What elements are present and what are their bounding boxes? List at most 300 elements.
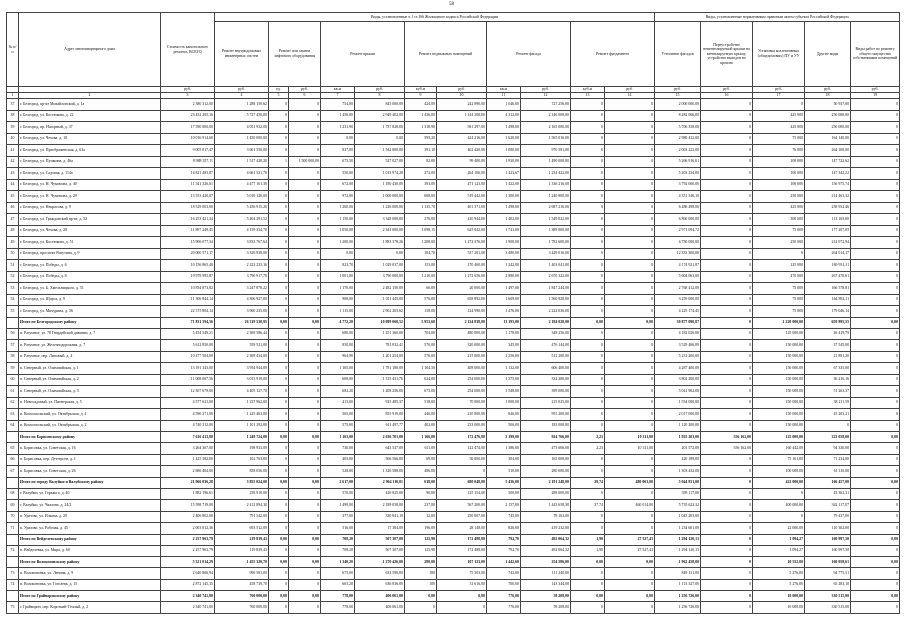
value-cell: 0	[851, 237, 900, 249]
value-cell: 2 380 312,00	[161, 99, 215, 111]
value-cell: 760 000,00	[215, 591, 269, 602]
value-cell: 0	[851, 248, 900, 260]
value-cell: 330 841,19	[355, 511, 405, 523]
value-cell: 0,00	[321, 133, 355, 145]
table-row	[7, 602, 900, 614]
value-cell: 576,00	[405, 351, 437, 363]
value-cell: 4 225 174,45	[655, 306, 701, 318]
value-cell: 0	[269, 340, 289, 352]
row-number-cell: 49	[7, 237, 19, 249]
value-cell: 4 051 932,00	[215, 122, 269, 134]
value-cell: 0	[605, 466, 655, 478]
value-cell: 608,00	[405, 191, 437, 203]
value-cell: 16 253 421,34	[161, 214, 215, 226]
value-cell: 0	[605, 511, 655, 523]
value-cell: 1 476,00	[487, 306, 521, 318]
value-cell: 0	[269, 500, 289, 512]
value-cell: 0	[851, 568, 900, 580]
value-cell: 0	[571, 466, 605, 478]
row-number-cell: 55	[7, 306, 19, 318]
header-roof: Ремонт крыши	[321, 22, 405, 87]
value-cell: 1 549 022,00	[521, 214, 571, 226]
value-cell: 0	[269, 351, 289, 363]
value-cell: 0	[269, 225, 289, 237]
value-cell: 0	[571, 237, 605, 249]
value-cell: 408 000,00	[437, 363, 487, 375]
value-cell: 0	[571, 110, 605, 122]
value-cell: 0	[269, 466, 289, 478]
value-cell: 242 890,00	[437, 99, 487, 111]
value-cell: 924 766,00	[521, 432, 571, 443]
value-cell: 2 872 145,35	[161, 579, 215, 591]
value-cell: 675,50	[321, 156, 355, 168]
value-cell: 164 892,11	[805, 294, 851, 306]
value-cell: 160 997,50	[805, 545, 851, 557]
value-cell: 21 891,20	[805, 351, 851, 363]
value-cell: 264 106,00	[437, 168, 487, 180]
value-cell: 0	[269, 179, 289, 191]
row-number-cell	[7, 477, 19, 488]
value-cell: 0,00	[269, 534, 289, 545]
value-cell: 10 854 873,82	[161, 283, 215, 295]
address-cell: п. Борисовка, ул. Советская, д. 26	[19, 466, 161, 478]
value-cell: 3 429 016,00	[521, 248, 571, 260]
value-cell: 0	[701, 225, 753, 237]
value-cell: 0,00	[437, 591, 487, 602]
value-cell: 5 404 291,52	[215, 214, 269, 226]
value-cell: 10 000,00	[753, 591, 805, 602]
value-cell: 0	[851, 454, 900, 466]
value-cell: 172 476,00	[437, 432, 487, 443]
value-cell: 778,00	[321, 591, 355, 602]
value-cell: 0	[437, 602, 487, 614]
value-cell: 0	[701, 328, 753, 340]
value-cell: 559 521,00	[215, 340, 269, 352]
address-cell: г. Белгород, ул. Садовая, д. 114а	[19, 168, 161, 180]
value-cell: 342 117,07	[805, 500, 851, 512]
value-cell: 10 311,00	[605, 432, 655, 443]
value-cell: 1 094,27	[753, 545, 805, 557]
value-cell: 4 661 521,70	[215, 168, 269, 180]
value-cell: 2 003 222,00	[655, 145, 701, 157]
value-cell: 0	[701, 351, 753, 363]
table-row	[7, 214, 900, 226]
value-cell: 0	[289, 328, 321, 340]
table-row-subtotal	[7, 432, 900, 443]
value-cell: 0	[289, 466, 321, 478]
value-cell: 0	[605, 214, 655, 226]
value-cell: 0	[571, 122, 605, 134]
value-cell: 1 098,15	[405, 225, 437, 237]
value-cell: 0	[269, 168, 289, 180]
value-cell: 0	[289, 523, 321, 535]
value-cell: 730,00	[321, 443, 355, 455]
value-cell: 10 000,00	[753, 602, 805, 614]
value-cell: 1 256 726,00	[655, 602, 701, 614]
value-cell: 510,00	[487, 466, 521, 478]
value-cell: 1 165,00	[321, 363, 355, 375]
header-engineering: Ремонт внутридомовых инженерных систем	[215, 22, 269, 87]
value-cell: 5 735 622,32	[655, 500, 701, 512]
value-cell: 20 000 571,17	[161, 248, 215, 260]
table-row-subtotal	[7, 317, 900, 328]
table-row	[7, 122, 900, 134]
value-cell: 0	[289, 386, 321, 398]
value-cell: 28 148,00	[437, 523, 487, 535]
value-cell: 165 000,00	[521, 454, 571, 466]
value-cell: 855 919,00	[355, 409, 405, 421]
value-cell: 0	[289, 294, 321, 306]
address-cell: п. Вейделевка, ул. Мира, д. 60	[19, 545, 161, 557]
table-row	[7, 363, 900, 375]
value-cell: 0	[851, 443, 900, 455]
value-cell: 71 234,00	[805, 454, 851, 466]
unit-cell: руб.	[753, 87, 805, 93]
value-cell: 492 064,32	[521, 545, 571, 557]
address-cell: п. Уразово, ул. Рабочая, д. 45	[19, 523, 161, 535]
value-cell: 5 266 916,61	[655, 156, 701, 168]
value-cell: 0	[605, 351, 655, 363]
value-cell: 300 000	[753, 214, 805, 226]
value-cell: 0	[289, 248, 321, 260]
index-cell: 1	[7, 93, 19, 99]
value-cell: 10 016 914,60	[161, 133, 215, 145]
value-cell: 0	[701, 317, 753, 328]
value-cell: 100 000	[753, 156, 805, 168]
value-cell: 1 781 180,00	[355, 363, 405, 375]
value-cell: 745,00	[487, 511, 521, 523]
value-cell: 0	[605, 328, 655, 340]
address-cell: п. Разумное, ул. 78 Гвардейской дивизии, д. 7	[19, 328, 161, 340]
table-row	[7, 351, 900, 363]
value-cell: 424,00	[405, 99, 437, 111]
value-cell: 11 897 249,45	[161, 225, 215, 237]
value-cell: 996 581,00	[215, 568, 269, 580]
value-cell: 1 882 196,61	[161, 488, 215, 500]
value-cell: 0,00	[269, 591, 289, 602]
value-cell: 1 498,00	[487, 122, 521, 134]
address-cell: п. Борисовка, ул. Советская, д. 16	[19, 443, 161, 455]
row-number-cell: 37	[7, 99, 19, 111]
value-cell: 160 442,00	[753, 443, 805, 455]
table-row-subtotal	[7, 477, 900, 488]
value-cell: 1 180 430,00	[355, 179, 405, 191]
value-cell: 50 000,00	[437, 454, 487, 466]
value-cell: 1	[269, 156, 289, 168]
value-cell: 528,00	[321, 466, 355, 478]
value-cell: 9 005 017,47	[161, 145, 215, 157]
value-cell: 3 015 919,00	[215, 374, 269, 386]
table-row	[7, 466, 900, 478]
value-cell: 972,00	[321, 191, 355, 203]
value-cell: 0	[701, 386, 753, 398]
value-cell: 0	[269, 545, 289, 557]
value-cell: 900,00	[321, 294, 355, 306]
value-cell: 1 270 426,00	[355, 557, 405, 568]
value-cell: 125,90	[405, 534, 437, 545]
value-cell: 26 419,79	[805, 328, 851, 340]
row-number-cell: 65	[7, 443, 19, 455]
address-cell: г. Белгород, ул. Щорса, д. 9	[19, 294, 161, 306]
value-cell: 4 590 271,00	[161, 409, 215, 421]
value-cell: 399 000,00	[521, 386, 571, 398]
value-cell: 1 210,00	[405, 271, 437, 283]
value-cell: 0	[701, 260, 753, 272]
unit-cell: руб.	[437, 87, 487, 93]
value-cell: 10 311,00	[605, 443, 655, 455]
value-cell: 420 189,00	[655, 454, 701, 466]
value-cell: 675,00	[405, 386, 437, 398]
value-cell: 26 319 530,95	[215, 317, 269, 328]
value-cell: 2 617,00	[321, 477, 355, 488]
value-cell: 570,00	[405, 340, 437, 352]
value-cell: 0	[701, 409, 753, 421]
value-cell: 0	[851, 225, 900, 237]
value-cell: 0	[701, 534, 753, 545]
value-cell: 0	[605, 283, 655, 295]
row-number-cell: 61	[7, 386, 19, 398]
value-cell: 150 000,00	[753, 374, 805, 386]
value-cell: 125 000,00	[753, 432, 805, 443]
value-cell: 15 598 719,00	[161, 500, 215, 512]
value-cell: 0	[269, 602, 289, 614]
value-cell: 1 170,00	[321, 283, 355, 295]
value-cell: 172 488,00	[437, 545, 487, 557]
value-cell: 1 234 422,00	[521, 168, 571, 180]
value-cell: 5 454 549,21	[161, 328, 215, 340]
value-cell: 1 847 244,00	[521, 283, 571, 295]
value-cell: 122 474,00	[437, 443, 487, 455]
value-cell: 2 124 838,00	[437, 317, 487, 328]
value-cell: 125,90	[405, 545, 437, 557]
value-cell: 581 297,00	[437, 122, 487, 134]
value-cell: 0	[851, 156, 900, 168]
row-number-cell: 74	[7, 579, 19, 591]
value-cell: 0	[289, 568, 321, 580]
value-cell: 575,00	[321, 420, 355, 432]
row-number-cell: 43	[7, 168, 19, 180]
value-cell: 405,00	[321, 454, 355, 466]
index-cell: 15	[655, 93, 701, 99]
value-cell: 10 099 060,52	[355, 317, 405, 328]
value-cell: 0	[289, 214, 321, 226]
value-cell: 0	[571, 602, 605, 614]
value-cell: 4 174 921,87	[655, 260, 701, 272]
value-cell: 2 980 412,00	[655, 133, 701, 145]
value-cell: 1 554 000,00	[655, 397, 701, 409]
value-cell: 0	[289, 145, 321, 157]
value-cell: 492 064,32	[521, 534, 571, 545]
header-group2: Виды, установленные нормативным правовым актом субъекта Российской Федерации	[655, 13, 900, 22]
value-cell: 0	[289, 225, 321, 237]
value-cell: 0	[269, 237, 289, 249]
value-cell: 0	[571, 409, 605, 421]
value-cell: 0,00	[851, 534, 900, 545]
header-address: Адрес многоквартирного дома	[19, 13, 161, 87]
value-cell: 0	[571, 225, 605, 237]
table-row	[7, 568, 900, 580]
value-cell: 1 294 120,13	[655, 545, 701, 557]
value-cell: 846,00	[487, 409, 521, 421]
value-cell: 37 545,00	[805, 340, 851, 352]
value-cell: 0	[571, 145, 605, 157]
table-row	[7, 579, 900, 591]
address-cell: п. Северный, ул. Олимпийская, д. 2	[19, 374, 161, 386]
value-cell: 0	[605, 488, 655, 500]
value-cell: 0	[701, 557, 753, 568]
value-cell: 1 120 200,00	[655, 420, 701, 432]
value-cell: 0	[701, 214, 753, 226]
value-cell: 0	[289, 179, 321, 191]
value-cell: 0	[701, 110, 753, 122]
table-row	[7, 420, 900, 432]
value-cell: 0,00	[571, 557, 605, 568]
value-cell: 460 014,00	[605, 500, 655, 512]
value-cell: 0	[269, 248, 289, 260]
value-cell: 0	[269, 191, 289, 203]
value-cell: 537 261,00	[437, 248, 487, 260]
value-cell: 12,00	[405, 511, 437, 523]
value-cell: 158,00	[405, 306, 437, 318]
value-cell: 0	[269, 306, 289, 318]
value-cell: 177 207,05	[805, 225, 851, 237]
value-cell: 556 162,00	[701, 443, 753, 455]
value-cell: 781 832,41	[355, 340, 405, 352]
value-cell: 395 117,00	[655, 488, 701, 500]
value-cell: 792,70	[487, 545, 521, 557]
table-row	[7, 271, 900, 283]
value-cell: 69,00	[405, 454, 437, 466]
value-cell: 970 581,00	[521, 145, 571, 157]
value-cell: 3 855 024,00	[215, 477, 269, 488]
value-cell: 323 058,00	[805, 432, 851, 443]
value-cell: 1 741,00	[487, 225, 521, 237]
value-cell: 0	[851, 374, 900, 386]
value-cell: 0	[605, 145, 655, 157]
value-cell: 0	[289, 340, 321, 352]
value-cell: 100 000	[753, 168, 805, 180]
value-cell: 0	[701, 133, 753, 145]
value-cell: 1 225 463,00	[215, 409, 269, 421]
value-cell: 0	[269, 397, 289, 409]
value-cell: 1 101 292,00	[215, 420, 269, 432]
value-cell: 0	[701, 477, 753, 488]
value-cell: 1 455 320,70	[215, 557, 269, 568]
header-pereustr: Переустройство невентилируемой крыши на вентилируемую крышу, устройство выходов на кровлю	[701, 22, 753, 87]
value-cell: 258 910,00	[215, 488, 269, 500]
value-cell: 75 000	[753, 225, 805, 237]
value-cell: 1 000,00	[487, 397, 521, 409]
value-cell: 402 420,00	[437, 145, 487, 157]
value-cell: 150 000,00	[753, 420, 805, 432]
value-cell: 0	[289, 351, 321, 363]
value-cell: 0	[851, 545, 900, 557]
table-row	[7, 283, 900, 295]
value-cell: 606 400,00	[521, 363, 571, 375]
table-row	[7, 248, 900, 260]
value-cell: 75 503,00	[437, 568, 487, 580]
value-cell: 426 825,00	[355, 488, 405, 500]
value-cell: 38 211,59	[805, 397, 851, 409]
value-cell: 107 123,00	[437, 557, 487, 568]
value-cell: 1,90	[571, 534, 605, 545]
value-cell: 4 405 127,70	[215, 386, 269, 398]
value-cell: 65 283,10	[805, 579, 851, 591]
index-cell: 5	[269, 93, 289, 99]
value-cell: 410 944,00	[437, 214, 487, 226]
value-cell: 17 384,00	[355, 523, 405, 535]
value-cell: 0	[289, 99, 321, 111]
unit-cell: ед.	[269, 87, 289, 93]
value-cell: 1 240 800,00	[521, 191, 571, 203]
value-cell: 119 839,43	[215, 545, 269, 557]
value-cell: 15 906 077,34	[161, 237, 215, 249]
value-cell: 2 686 404,00	[161, 466, 215, 478]
value-cell: 0,00	[605, 317, 655, 328]
value-cell: 22 000,00	[753, 523, 805, 535]
value-cell: 0	[701, 191, 753, 203]
value-cell: 214 463,32	[805, 191, 851, 203]
value-cell: 0	[571, 363, 605, 375]
value-cell: 100 000	[753, 179, 805, 191]
value-cell: 2 003 812,36	[161, 523, 215, 535]
value-cell: 611,00	[405, 443, 437, 455]
value-cell: 0	[571, 156, 605, 168]
row-number-cell: 52	[7, 271, 19, 283]
index-cell: 8	[355, 93, 405, 99]
value-cell: 2 880,00	[487, 271, 521, 283]
address-cell: г. Белгород, ул. Гражданский пр-кт, д. 52	[19, 214, 161, 226]
value-cell: 659 895,55	[805, 317, 851, 328]
value-cell: 0	[289, 602, 321, 614]
value-cell: 147 342,22	[805, 168, 851, 180]
value-cell: 0	[269, 110, 289, 122]
value-cell: 5 276,00	[753, 579, 805, 591]
address-cell: г. Грайворон, пер. Короткий-Тёплый, д. 2	[19, 602, 161, 614]
value-cell: 0	[269, 374, 289, 386]
value-cell: 1 442,60	[487, 557, 521, 568]
value-cell: 0	[269, 454, 289, 466]
value-cell: 680 048,00	[437, 477, 487, 488]
value-cell: 111 240,00	[521, 568, 571, 580]
value-cell: 2 340 741,00	[161, 602, 215, 614]
value-cell: 250 007,00	[437, 511, 487, 523]
value-cell: 1 609,00	[487, 294, 521, 306]
value-cell: 1 050,00	[321, 225, 355, 237]
value-cell: 1 115,00	[321, 306, 355, 318]
value-cell: 0,00	[269, 477, 289, 488]
value-cell: 79 437,00	[805, 511, 851, 523]
value-cell: 180	[405, 568, 437, 580]
value-cell: 576,00	[405, 294, 437, 306]
value-cell: 2 184 028,00	[521, 317, 571, 328]
row-number-cell: 72	[7, 545, 19, 557]
value-cell: 348 256,00	[521, 328, 571, 340]
value-cell: 0	[605, 294, 655, 306]
value-cell: 13 191 343,00	[161, 363, 215, 375]
row-number-cell: 69	[7, 500, 19, 512]
value-cell: 0	[269, 122, 289, 134]
value-cell: 5 456 915,20	[215, 202, 269, 214]
row-number-cell: 46	[7, 202, 19, 214]
value-cell: 1 080,00	[487, 145, 521, 157]
value-cell: 2 157,00	[487, 500, 521, 512]
value-cell: 1 242,00	[487, 260, 521, 272]
value-cell: 2 256,00	[487, 351, 521, 363]
value-cell: 0	[605, 363, 655, 375]
row-number-cell: 50	[7, 248, 19, 260]
value-cell: 776,00	[487, 591, 521, 602]
